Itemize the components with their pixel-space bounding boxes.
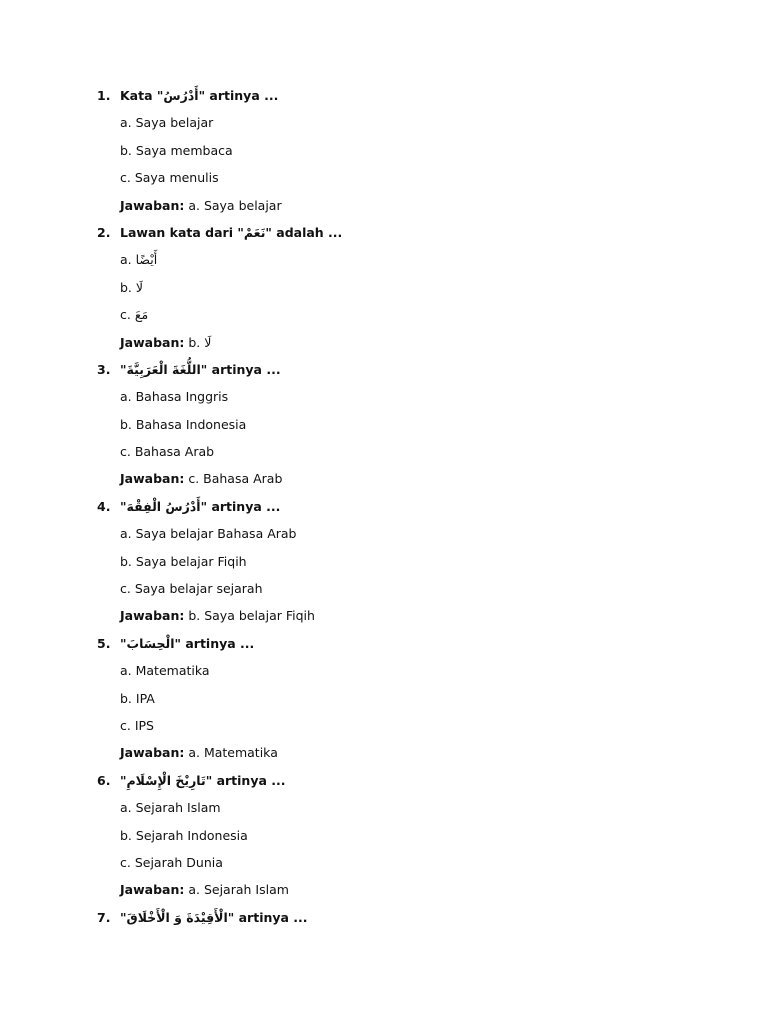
question-text	[120, 221, 342, 245]
answer-text: a. Saya belajar	[184, 197, 282, 213]
option-b: b. Saya belajar Fiqih	[120, 553, 247, 569]
answer-text: a. Sejarah Islam	[184, 882, 289, 898]
question-number: 2.	[97, 224, 111, 240]
question-suffix: " artinya ...	[200, 498, 281, 514]
option-a: a. Saya belajar Bahasa Arab	[120, 526, 297, 542]
answer-text: c. Bahasa Arab	[184, 471, 283, 487]
option-c: c. مَعَ	[120, 307, 149, 323]
question-suffix: " adalah ...	[265, 224, 343, 240]
answer-line	[0, 878, 768, 905]
question-line	[0, 769, 768, 796]
answer-text: b. لَا	[184, 334, 212, 350]
answer-label: Jawaban:	[120, 197, 185, 213]
arabic-term: أَدْرُسُ الْفِقْهَ	[126, 498, 201, 514]
question-text	[120, 358, 281, 382]
question-prefix: "	[120, 635, 127, 651]
question-line	[0, 84, 768, 111]
option-c: c. Sejarah Dunia	[120, 854, 223, 870]
question-prefix: "	[120, 909, 127, 925]
answer-label: Jawaban:	[120, 882, 185, 898]
question-2	[0, 221, 768, 358]
answer-line	[0, 194, 768, 221]
question-line	[0, 632, 768, 659]
option-b: b. IPA	[120, 690, 155, 706]
question-suffix: " artinya ...	[205, 772, 286, 788]
arabic-term: نَعَمْ	[243, 224, 266, 240]
question-text	[120, 84, 278, 108]
question-suffix: " artinya ...	[198, 88, 279, 103]
question-7	[0, 906, 768, 933]
question-prefix: "	[120, 498, 127, 514]
question-number: 4.	[97, 498, 111, 514]
option-a: a. أَيْضًا	[120, 252, 158, 268]
question-number: 7.	[97, 909, 111, 925]
question-number: 6.	[97, 772, 111, 788]
question-line	[0, 495, 768, 522]
answer-label: Jawaban:	[120, 608, 185, 624]
question-prefix: "	[120, 772, 127, 788]
question-1	[0, 84, 768, 221]
question-number: 1.	[97, 88, 111, 103]
option-b: b. Bahasa Indonesia	[120, 416, 247, 432]
option-a: a. Bahasa Inggris	[120, 389, 229, 405]
question-suffix: " artinya ...	[174, 635, 255, 651]
document-page	[0, 84, 768, 933]
option-a: a. Sejarah Islam	[120, 800, 221, 816]
answer-label: Jawaban:	[120, 745, 185, 761]
answer-line	[0, 467, 768, 494]
arabic-term: تَارِيْخَ الْإِسْلَامِ	[126, 772, 206, 788]
option-b: b. Sejarah Indonesia	[120, 827, 248, 843]
question-prefix: "	[120, 361, 127, 377]
option-a: a. Saya belajar	[120, 115, 214, 131]
question-text	[120, 632, 254, 656]
question-4	[0, 495, 768, 632]
option-c: c. Saya menulis	[120, 170, 219, 186]
answer-label: Jawaban:	[120, 471, 185, 487]
option-a: a. Matematika	[120, 663, 210, 679]
question-number: 5.	[97, 635, 111, 651]
option-b: b. لَا	[120, 279, 144, 295]
question-5	[0, 632, 768, 769]
answer-line	[0, 741, 768, 768]
question-line	[0, 358, 768, 385]
question-prefix: Kata "	[120, 88, 164, 103]
question-line	[0, 906, 768, 933]
answer-line	[0, 604, 768, 631]
question-3	[0, 358, 768, 495]
answer-text: b. Saya belajar Fiqih	[184, 608, 315, 624]
question-suffix: " artinya ...	[227, 909, 308, 925]
arabic-term: أَدْرُسُ	[163, 88, 199, 103]
question-number: 3.	[97, 361, 111, 377]
answer-line	[0, 331, 768, 358]
arabic-term: الْأَقِيْدَةَ وَ الْأَخْلَاقَ	[126, 909, 228, 925]
question-6	[0, 769, 768, 906]
question-text	[120, 906, 308, 930]
question-text	[120, 769, 286, 793]
arabic-term: اللُّغَةَ الْعَرَبِيَّةَ	[126, 361, 201, 377]
question-text	[120, 495, 280, 519]
question-prefix: Lawan kata dari "	[120, 224, 244, 240]
option-b: b. Saya membaca	[120, 142, 233, 158]
option-c: c. Bahasa Arab	[120, 444, 215, 460]
question-line	[0, 221, 768, 248]
answer-label: Jawaban:	[120, 334, 185, 350]
option-c: c. Saya belajar sejarah	[120, 581, 263, 597]
answer-text: a. Matematika	[184, 745, 278, 761]
option-c: c. IPS	[120, 717, 154, 733]
arabic-term: الْحِسَابَ	[126, 635, 175, 651]
question-suffix: " artinya ...	[200, 361, 281, 377]
